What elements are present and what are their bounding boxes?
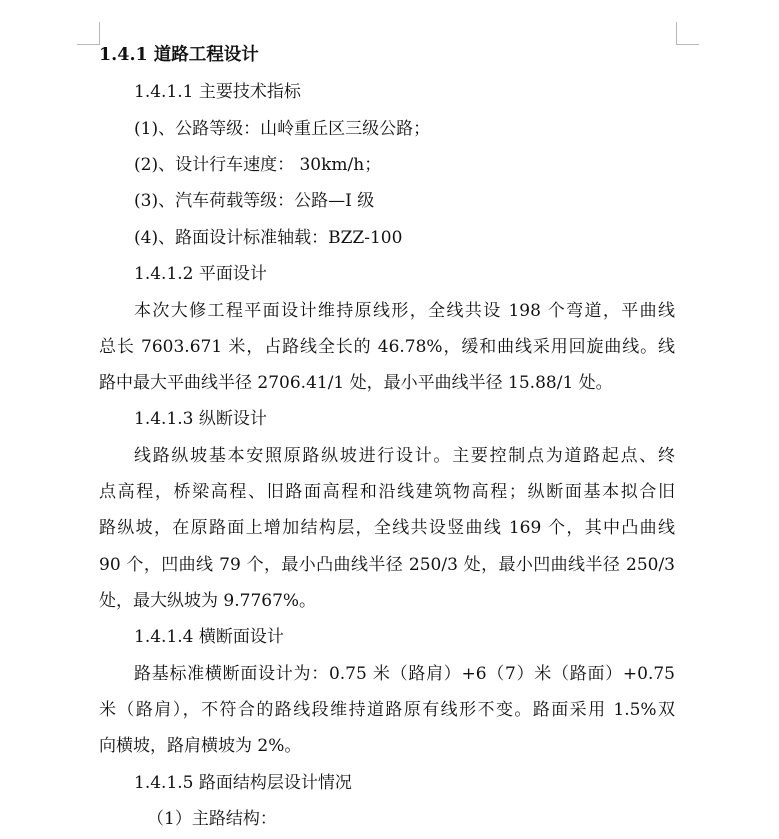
page-corner-mark-top-right [676, 22, 699, 45]
indicator-standard-axle-load: (4)、路面设计标准轴载：BZZ-100 [134, 228, 403, 248]
indicator-design-speed: (2)、设计行车速度： 30km/h； [134, 155, 382, 175]
subsection-title-pavement-structure: 1.4.1.5 路面结构层设计情况 [134, 773, 352, 793]
paragraph-line: 总长 7603.671 米，占路线全长的 46.78%，缓和曲线采用回旋曲线。线 [99, 337, 675, 357]
indicator-vehicle-load: (3)、汽车荷载等级：公路—I 级 [134, 191, 375, 211]
paragraph-line: 路中最大平曲线半径 2706.41/1 处，最小平曲线半径 15.88/1 处。 [99, 373, 613, 393]
paragraph-line: 米（路肩），不符合的路线段维持道路原有线形不变。路面采用 1.5%双 [99, 700, 675, 720]
paragraph-line: 路纵坡，在原路面上增加结构层，全线共设竖曲线 169 个，其中凸曲线 [99, 518, 675, 538]
subsection-title-cross-section-design: 1.4.1.4 横断面设计 [134, 627, 284, 647]
paragraph-line: 90 个，凹曲线 79 个，最小凸曲线半径 250/3 处，最小凹曲线半径 250/3 [99, 555, 675, 575]
paragraph-line: 线路纵坡基本安照原路纵坡进行设计。主要控制点为道路起点、终 [134, 446, 675, 466]
paragraph-line: 路基标准横断面设计为：0.75 米（路肩）+6（7）米（路面）+0.75 [134, 664, 675, 684]
subsection-title-profile-design: 1.4.1.3 纵断设计 [134, 409, 267, 429]
page-corner-mark-top-left [77, 22, 100, 45]
paragraph-line: 点高程，桥梁高程、旧路面高程和沿线建筑物高程；纵断面基本拟合旧 [99, 482, 675, 502]
paragraph-line: 本次大修工程平面设计维持原线形，全线共设 198 个弯道，平曲线 [134, 301, 675, 321]
paragraph-line: 向横坡，路肩横坡为 2%。 [99, 736, 302, 756]
indicator-road-grade: (1)、公路等级：山岭重丘区三级公路； [134, 119, 431, 139]
item-main-road-structure: （1）主路结构： [147, 809, 277, 829]
paragraph-line: 处，最大纵坡为 9.7767%。 [99, 591, 317, 611]
subsection-title-plane-design: 1.4.1.2 平面设计 [134, 264, 267, 284]
section-heading: 1.4.1 道路工程设计 [99, 45, 259, 65]
subsection-title-technical-indicators: 1.4.1.1 主要技术指标 [134, 82, 301, 102]
